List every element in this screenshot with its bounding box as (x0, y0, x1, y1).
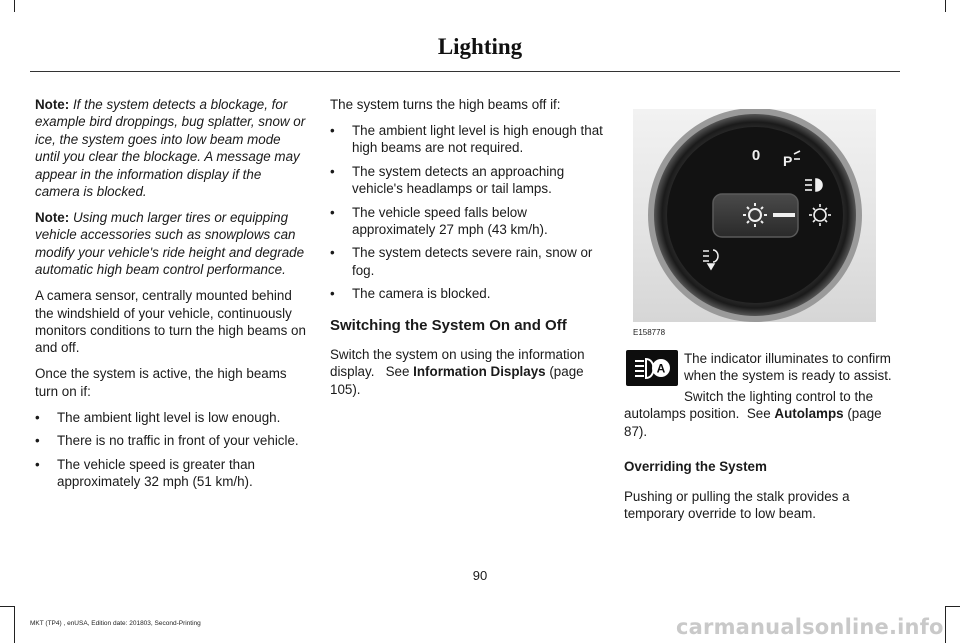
high-beam-off-intro: The system turns the high beams off if: (330, 97, 561, 112)
bullet-icon: • (330, 286, 335, 302)
list-item-text: The vehicle speed is greater than approximately 32 mph (51 km/h). (57, 456, 256, 490)
override-paragraph: Pushing or pulling the stalk provides a temporary override to low beam. (624, 488, 850, 522)
bullet-icon: • (330, 245, 335, 261)
crop-mark-bottom-left (14, 606, 15, 643)
camera-paragraph: A camera sensor, centrally mounted behind the windshield of your vehicle, continuously monitors conditions to turn the high beams on and off. (35, 288, 306, 356)
list-item (330, 244, 604, 279)
list-item (35, 432, 307, 449)
see-text: See (746, 406, 771, 422)
bullet-icon: • (330, 123, 335, 138)
note-blockage (35, 96, 307, 200)
list-item-text: There is no traffic in front of your vehicle. (57, 433, 299, 449)
note-label: Note: (35, 97, 70, 112)
crop-mark-bottom-right-h (946, 606, 960, 607)
lighting-control-figure (633, 109, 876, 322)
left-column (35, 96, 307, 499)
bullet-icon: • (35, 433, 40, 449)
high-beam-off-list (330, 122, 604, 303)
switch-on-paragraph (330, 346, 604, 398)
crop-mark-bottom-left-h (0, 606, 14, 607)
page-reference: (page 105). (330, 364, 584, 397)
cross-reference-link[interactable]: Autolamps (774, 406, 844, 422)
list-item-text: The vehicle speed falls below approximately 27 mph (43 km/h). (352, 204, 548, 238)
svg-text:P: P (783, 153, 793, 169)
list-item-text: The ambient light level is low enough. (57, 409, 281, 425)
section-heading: Switching the System On and Off (330, 316, 567, 334)
bullet-icon: • (330, 163, 335, 179)
svg-text:A: A (656, 361, 666, 376)
autolamps-paragraph (624, 388, 896, 440)
bullet-icon: • (35, 409, 40, 425)
subheading: Overriding the System (624, 459, 767, 475)
list-item (330, 285, 604, 302)
lighting-control-knob-icon (633, 109, 876, 322)
list-item (35, 456, 307, 491)
crop-mark-bottom-right (945, 606, 946, 643)
activation-paragraph: Once the system is active, the high beams turn on if: (35, 366, 287, 399)
page-reference: (page 87). (624, 406, 882, 439)
crop-mark-top-left (14, 0, 15, 12)
high-beam-on-list (35, 409, 307, 491)
note-tires (35, 209, 307, 279)
watermark: carmanualsonline.info (676, 615, 944, 639)
list-item-text: The camera is blocked. (352, 286, 491, 302)
right-column (624, 388, 896, 531)
list-item-text: The system detects severe rain, snow or fog. (352, 245, 593, 278)
auto-high-beam-indicator-icon (626, 350, 678, 386)
list-item (330, 122, 604, 157)
bullet-icon: • (35, 456, 40, 472)
header-divider (30, 71, 900, 72)
figure-id: E158778 (633, 328, 666, 337)
figure-zero-label: 0 (751, 147, 761, 164)
page-title: Lighting (437, 34, 523, 59)
bullet-icon: • (330, 204, 335, 220)
cross-reference-link[interactable]: Information Displays (413, 364, 546, 380)
list-item-text: The system detects an approaching vehicle's headlamps or tail lamps. (352, 163, 565, 197)
middle-column (330, 96, 604, 407)
list-item (330, 204, 604, 239)
crop-mark-top-right (945, 0, 946, 12)
list-item-text: The ambient light level is high enough that high beams are not required. (352, 123, 603, 156)
list-item (35, 409, 307, 426)
list-item (330, 163, 604, 198)
indicator-paragraph: The indicator illuminates to confirm when the system is ready to assist. (684, 351, 892, 384)
see-text: See (385, 364, 410, 380)
note-text: If the system detects a blockage, for example bird droppings, bug splatter, snow or ice, the system goes into low beam mode until you clear the blockage. A message may appear in the information display if the camera is blocked. (35, 97, 306, 200)
footer-edition: MKT (TP4) , enUSA, Edition date: 201803, Second-Printing (30, 620, 201, 627)
note-text: Using much larger tires or equipping vehicle accessories such as snowplows can modify your vehicle's ride height and degrade automatic high beam control performance. (35, 210, 305, 278)
autolamps-text: Switch the lighting control to the autolamps position. (624, 389, 874, 422)
page-number: 90 (472, 568, 488, 583)
note-label: Note: (35, 210, 70, 226)
switch-on-text: Switch the system on using the information display. (330, 347, 585, 380)
